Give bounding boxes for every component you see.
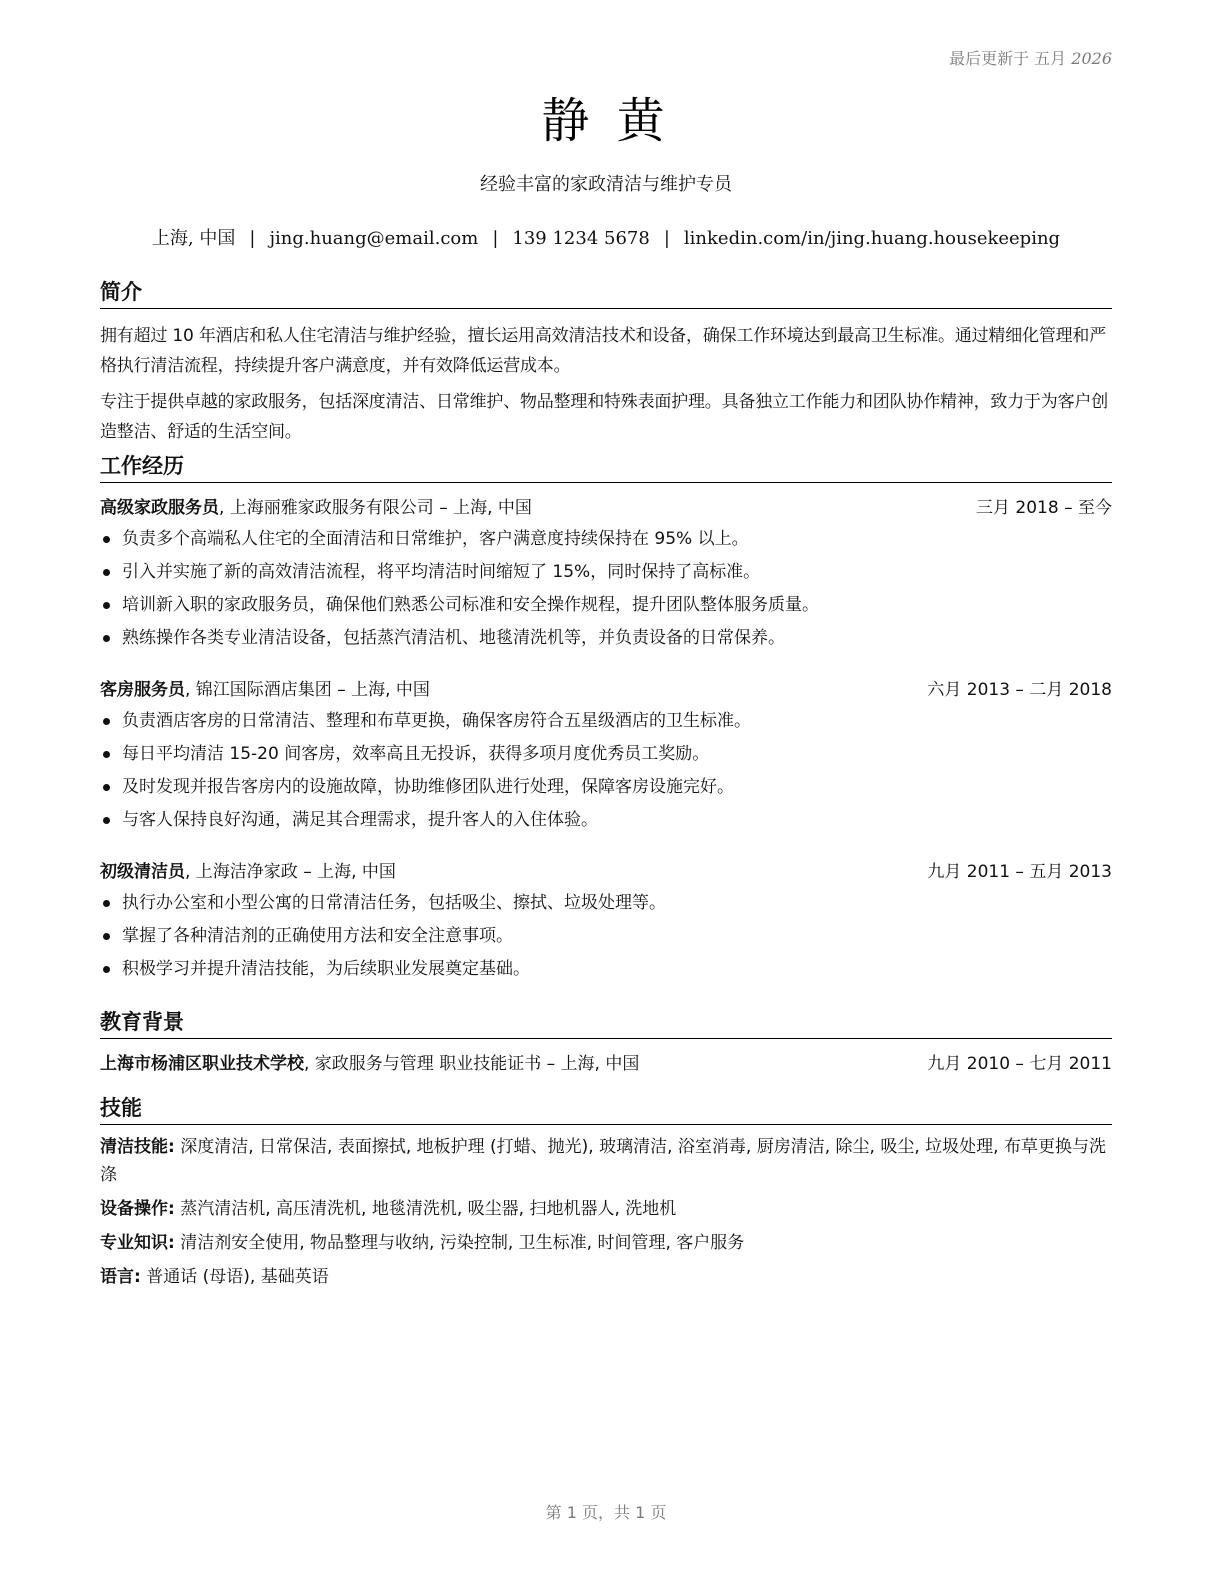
- list-item: [100, 771, 1112, 804]
- summary-paragraph: 拥有超过 10 年酒店和私人住宅清洁与维护经验，擅长运用高效清洁技术和设备，确保工作环境达到最高卫生标准。通过精细化管理和严格执行清洁流程，持续提升客户满意度，并有效降低运营成本。: [100, 326, 1107, 376]
- bullet-text: 及时发现并报告客房内的设施故障，协助维修团队进行处理，保障客房设施完好。: [122, 777, 734, 797]
- list-item: [100, 589, 1112, 622]
- job-org: , 上海洁净家政 – 上海, 中国: [185, 862, 396, 882]
- job-header: [100, 675, 1112, 705]
- bullet-text: 负责多个高端私人住宅的全面清洁和日常维护，客户满意度持续保持在 95% 以上。: [122, 529, 749, 549]
- job-header: [100, 493, 1112, 523]
- contact-location: 上海, 中国: [151, 228, 236, 249]
- contact-separator: |: [492, 228, 499, 249]
- job-header: [100, 857, 1112, 887]
- list-item: [100, 804, 1112, 837]
- list-item: [100, 738, 1112, 771]
- job-role: 客房服务员: [100, 680, 185, 700]
- job-bullets: [100, 705, 1112, 837]
- resume-page: [100, 0, 1112, 1584]
- job-role: 高级家政服务员: [100, 498, 219, 518]
- bullet-icon: [103, 718, 110, 725]
- skill-label: 语言:: [100, 1267, 141, 1287]
- summary-section: [100, 278, 1112, 447]
- skill-line: [100, 1229, 1112, 1257]
- contact-separator: |: [663, 228, 670, 249]
- contact-separator: |: [249, 228, 256, 249]
- job-entry: [100, 857, 1112, 986]
- last-updated: [949, 46, 1112, 69]
- bullet-icon: [103, 933, 110, 940]
- job-bullets: [100, 523, 1112, 655]
- job-dates: 九月 2011 – 五月 2013: [927, 862, 1112, 882]
- bullet-text: 执行办公室和小型公寓的日常清洁任务，包括吸尘、擦拭、垃圾处理等。: [122, 893, 666, 913]
- bullet-icon: [103, 536, 110, 543]
- bullet-text: 负责酒店客房的日常清洁、整理和布草更换，确保客房符合五星级酒店的卫生标准。: [122, 711, 751, 731]
- skill-label: 清洁技能:: [100, 1137, 175, 1157]
- education-section: [100, 1008, 1112, 1079]
- skill-label: 设备操作:: [100, 1199, 175, 1219]
- contact-linkedin[interactable]: linkedin.com/in/jing.huang.housekeeping: [683, 228, 1061, 249]
- education-entry: [100, 1049, 1112, 1079]
- job-bullets: [100, 887, 1112, 986]
- list-item: [100, 556, 1112, 589]
- job-dates: 六月 2013 – 二月 2018: [927, 680, 1112, 700]
- bullet-icon: [103, 602, 110, 609]
- skill-line: [100, 1133, 1112, 1189]
- skill-value: 深度清洁, 日常保洁, 表面擦拭, 地板护理 (打蜡、抛光), 玻璃清洁, 浴室消毒, 厨房清洁, 除尘, 吸尘, 垃圾处理, 布草更换与洗涤: [100, 1137, 1106, 1185]
- summary-paragraph: 专注于提供卓越的家政服务，包括深度清洁、日常维护、物品整理和特殊表面护理。具备独立工作能力和团队协作精神，致力于为客户创造整洁、舒适的生活空间。: [100, 392, 1108, 442]
- bullet-text: 熟练操作各类专业清洁设备，包括蒸汽清洁机、地毯清洗机等，并负责设备的日常保养。: [122, 628, 785, 648]
- bullet-text: 培训新入职的家政服务员，确保他们熟悉公司标准和安全操作规程，提升团队整体服务质量。: [122, 595, 819, 615]
- job-dates: 三月 2018 – 至今: [976, 498, 1112, 518]
- skill-line: [100, 1195, 1112, 1223]
- skills-section: [100, 1094, 1112, 1291]
- list-item: [100, 920, 1112, 953]
- page-number: 第 1 页，共 1 页: [545, 1503, 667, 1522]
- job-entry: [100, 675, 1112, 837]
- job-org: , 锦江国际酒店集团 – 上海, 中国: [185, 680, 430, 700]
- experience-section: [100, 452, 1112, 986]
- job-role: 初级清洁员: [100, 862, 185, 882]
- bullet-icon: [103, 751, 110, 758]
- last-updated-label: 最后更新于 五月: [949, 49, 1067, 68]
- list-item: [100, 622, 1112, 655]
- candidate-headline: 经验丰富的家政清洁与维护专员: [480, 174, 732, 195]
- section-title-skills: 技能: [100, 1094, 1112, 1125]
- contact-line: [100, 224, 1112, 250]
- bullet-text: 与客人保持良好沟通，满足其合理需求，提升客人的入住体验。: [122, 810, 598, 830]
- skill-line: [100, 1263, 1112, 1291]
- skill-value: 普通话 (母语), 基础英语: [140, 1267, 329, 1287]
- bullet-icon: [103, 900, 110, 907]
- last-updated-year: 2026: [1071, 49, 1112, 68]
- list-item: [100, 953, 1112, 986]
- list-item: [100, 523, 1112, 556]
- education-detail: , 家政服务与管理 职业技能证书 – 上海, 中国: [304, 1054, 640, 1074]
- contact-email[interactable]: jing.huang@email.com: [269, 228, 479, 249]
- bullet-text: 每日平均清洁 15-20 间客房，效率高且无投诉，获得多项月度优秀员工奖励。: [122, 744, 710, 764]
- skill-value: 蒸汽清洁机, 高压清洗机, 地毯清洗机, 吸尘器, 扫地机器人, 洗地机: [174, 1199, 677, 1219]
- bullet-icon: [103, 966, 110, 973]
- bullet-icon: [103, 635, 110, 642]
- education-school: 上海市杨浦区职业技术学校: [100, 1054, 304, 1074]
- job-entry: [100, 493, 1112, 655]
- job-org: , 上海丽雅家政服务有限公司 – 上海, 中国: [219, 498, 532, 518]
- contact-phone[interactable]: 139 1234 5678: [512, 228, 650, 249]
- section-title-experience: 工作经历: [100, 452, 1112, 483]
- list-item: [100, 705, 1112, 738]
- list-item: [100, 887, 1112, 920]
- bullet-icon: [103, 569, 110, 576]
- bullet-text: 掌握了各种清洁剂的正确使用方法和安全注意事项。: [122, 926, 513, 946]
- skill-value: 清洁剂安全使用, 物品整理与收纳, 污染控制, 卫生标准, 时间管理, 客户服务: [174, 1233, 745, 1253]
- bullet-text: 积极学习并提升清洁技能，为后续职业发展奠定基础。: [122, 959, 530, 979]
- skill-label: 专业知识:: [100, 1233, 175, 1253]
- section-title-education: 教育背景: [100, 1008, 1112, 1039]
- section-title-summary: 简介: [100, 278, 1112, 309]
- bullet-icon: [103, 817, 110, 824]
- bullet-icon: [103, 784, 110, 791]
- bullet-text: 引入并实施了新的高效清洁流程，将平均清洁时间缩短了 15%，同时保持了高标准。: [122, 562, 761, 582]
- candidate-name: 静 黄: [541, 93, 671, 149]
- education-dates: 九月 2010 – 七月 2011: [927, 1054, 1112, 1074]
